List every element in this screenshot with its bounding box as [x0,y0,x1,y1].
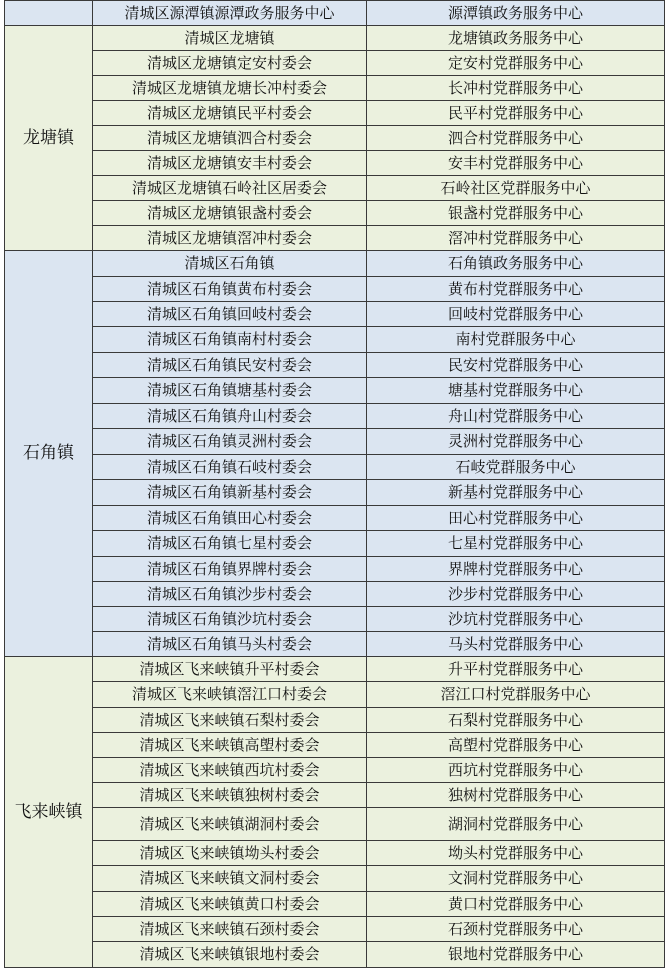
table-row [5,607,665,632]
unit-cell: 清城区龙塘镇滘冲村委会 [93,226,367,251]
unit-cell: 清城区石角镇黄布村委会 [93,277,367,302]
center-cell: 石岐党群服务中心 [367,455,665,480]
town-cell [5,1,93,26]
table-row [5,277,665,302]
center-cell: 南村党群服务中心 [367,327,665,353]
unit-cell: 清城区石角镇舟山村委会 [93,404,367,429]
table-row [5,101,665,126]
center-cell: 灵洲村党群服务中心 [367,429,665,455]
unit-cell: 清城区石角镇灵洲村委会 [93,429,367,455]
table-row [5,126,665,151]
center-cell: 界牌村党群服务中心 [367,557,665,582]
table-row [5,582,665,607]
table-row [5,176,665,201]
center-cell: 石岭社区党群服务中心 [367,176,665,201]
unit-cell: 清城区石角镇沙坑村委会 [93,607,367,632]
center-cell: 七星村党群服务中心 [367,531,665,557]
center-cell: 龙塘镇政务服务中心 [367,26,665,51]
unit-cell: 清城区石角镇 [93,251,367,277]
unit-cell: 清城区龙塘镇龙塘长冲村委会 [93,76,367,101]
center-cell: 升平村党群服务中心 [367,657,665,682]
table-row [5,327,665,353]
unit-cell: 清城区龙塘镇安丰村委会 [93,151,367,176]
center-cell: 西坑村党群服务中心 [367,758,665,783]
center-cell: 塘基村党群服务中心 [367,378,665,404]
unit-cell: 清城区飞来峡镇升平村委会 [93,657,367,682]
center-cell: 石角镇政务服务中心 [367,251,665,277]
unit-cell: 清城区飞来峡镇石颈村委会 [93,917,367,942]
unit-cell: 清城区飞来峡镇坳头村委会 [93,841,367,866]
unit-cell: 清城区石角镇回岐村委会 [93,302,367,327]
table-row [5,226,665,251]
town-cell: 飞来峡镇 [5,657,93,968]
unit-cell: 清城区石角镇新基村委会 [93,480,367,506]
unit-cell: 清城区石角镇界牌村委会 [93,557,367,582]
table-row [5,251,665,277]
unit-cell: 清城区石角镇田心村委会 [93,506,367,531]
table-row [5,201,665,226]
unit-cell: 清城区飞来峡镇独树村委会 [93,783,367,808]
center-cell: 独树村党群服务中心 [367,783,665,808]
table-row [5,808,665,841]
table-row [5,942,665,968]
unit-cell: 清城区石角镇沙步村委会 [93,582,367,607]
unit-cell: 清城区飞来峡镇滘江口村委会 [93,682,367,708]
center-cell: 沙步村党群服务中心 [367,582,665,607]
center-cell: 回岐村党群服务中心 [367,302,665,327]
table-row [5,758,665,783]
unit-cell: 清城区石角镇七星村委会 [93,531,367,557]
center-cell: 黄布村党群服务中心 [367,277,665,302]
unit-cell: 清城区飞来峡镇湖洞村委会 [93,808,367,841]
center-cell: 文洞村党群服务中心 [367,866,665,892]
table-row [5,866,665,892]
center-cell: 黄口村党群服务中心 [367,892,665,917]
center-cell: 湖洞村党群服务中心 [367,808,665,841]
table-row [5,302,665,327]
unit-cell: 清城区飞来峡镇文洞村委会 [93,866,367,892]
table-body [5,1,665,968]
table-row [5,783,665,808]
center-cell: 马头村党群服务中心 [367,632,665,657]
center-cell: 坳头村党群服务中心 [367,841,665,866]
table-row [5,682,665,708]
unit-cell: 清城区源潭镇源潭政务服务中心 [93,1,367,26]
table-row [5,378,665,404]
table-row [5,480,665,506]
table-row [5,733,665,758]
center-cell: 泗合村党群服务中心 [367,126,665,151]
table-row [5,531,665,557]
unit-cell: 清城区石角镇塘基村委会 [93,378,367,404]
table-row [5,841,665,866]
table-row [5,26,665,51]
table-row [5,429,665,455]
center-cell: 安丰村党群服务中心 [367,151,665,176]
table-row [5,506,665,531]
unit-cell: 清城区龙塘镇泗合村委会 [93,126,367,151]
town-cell: 龙塘镇 [5,26,93,251]
unit-cell: 清城区飞来峡镇黄口村委会 [93,892,367,917]
table-row [5,455,665,480]
center-cell: 民安村党群服务中心 [367,353,665,378]
center-cell: 滘江口村党群服务中心 [367,682,665,708]
unit-cell: 清城区飞来峡镇高塱村委会 [93,733,367,758]
unit-cell: 清城区龙塘镇 [93,26,367,51]
unit-cell: 清城区龙塘镇民平村委会 [93,101,367,126]
table-row [5,632,665,657]
center-cell: 银盏村党群服务中心 [367,201,665,226]
town-cell: 石角镇 [5,251,93,657]
unit-cell: 清城区龙塘镇定安村委会 [93,51,367,76]
center-cell: 沙坑村党群服务中心 [367,607,665,632]
service-center-table [4,0,665,968]
unit-cell: 清城区石角镇马头村委会 [93,632,367,657]
center-cell: 高塱村党群服务中心 [367,733,665,758]
table-row [5,892,665,917]
center-cell: 石梨村党群服务中心 [367,708,665,733]
center-cell: 田心村党群服务中心 [367,506,665,531]
center-cell: 滘冲村党群服务中心 [367,226,665,251]
table-row [5,657,665,682]
center-cell: 长冲村党群服务中心 [367,76,665,101]
unit-cell: 清城区石角镇南村村委会 [93,327,367,353]
unit-cell: 清城区飞来峡镇石梨村委会 [93,708,367,733]
unit-cell: 清城区石角镇民安村委会 [93,353,367,378]
unit-cell: 清城区龙塘镇银盏村委会 [93,201,367,226]
center-cell: 源潭镇政务服务中心 [367,1,665,26]
center-cell: 石颈村党群服务中心 [367,917,665,942]
table-row [5,708,665,733]
table-row [5,557,665,582]
center-cell: 新基村党群服务中心 [367,480,665,506]
table-row [5,76,665,101]
table-row [5,353,665,378]
table-row [5,917,665,942]
center-cell: 定安村党群服务中心 [367,51,665,76]
unit-cell: 清城区石角镇石岐村委会 [93,455,367,480]
center-cell: 舟山村党群服务中心 [367,404,665,429]
table-row [5,151,665,176]
unit-cell: 清城区飞来峡镇银地村委会 [93,942,367,968]
unit-cell: 清城区龙塘镇石岭社区居委会 [93,176,367,201]
table-row [5,1,665,26]
center-cell: 民平村党群服务中心 [367,101,665,126]
table-row [5,404,665,429]
center-cell: 银地村党群服务中心 [367,942,665,968]
table-row [5,51,665,76]
unit-cell: 清城区飞来峡镇西坑村委会 [93,758,367,783]
